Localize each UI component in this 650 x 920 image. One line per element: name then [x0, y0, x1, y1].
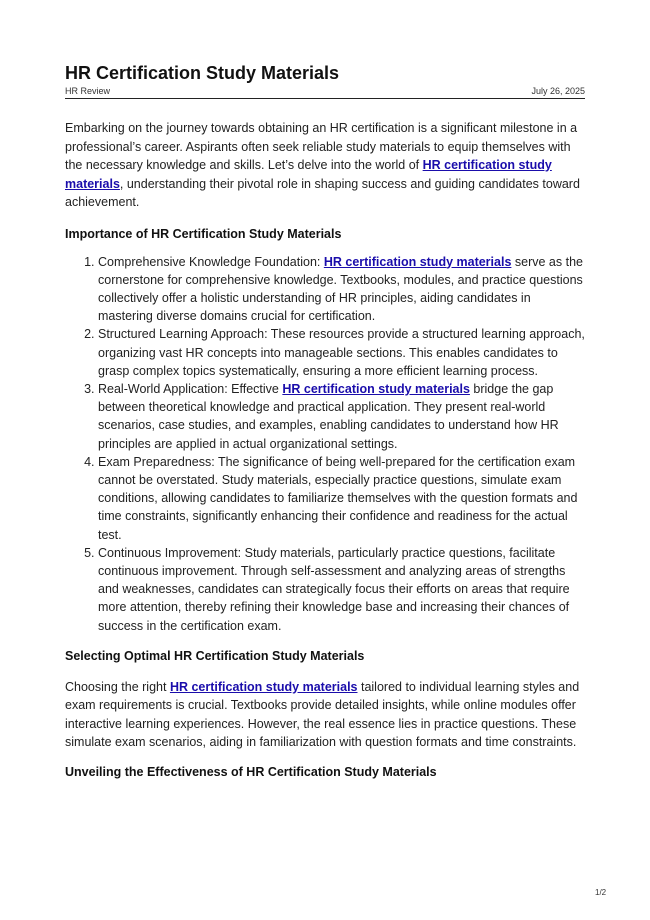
list-item	[98, 380, 585, 453]
selecting-text-after: tailored to individual learning styles and exam requirements is crucial. Textbooks provide detailed insights, while online modules offer interactive learning experiences. However, the real essence lies in practice questions. These simulate exam scenarios, aiding in familiarization with question formats and time constraints.	[65, 679, 580, 750]
list-item-text: Structured Learning Approach: These resources provide a structured learning approach, organizing vast HR concepts into manageable sections. This enables candidates to grasp complex topics systematically, ensuring a more efficient learning process.	[98, 327, 585, 378]
byline	[65, 86, 585, 99]
list-item-text: Comprehensive Knowledge Foundation:	[98, 254, 324, 269]
intro-text-before: Embarking on the journey towards obtaining an HR certification is a significant milestone in a professional’s career. Aspirants often seek reliable study materials to equip themselves with the necessary knowledge and skills. Let’s delve into the world of	[65, 121, 578, 172]
page-number: 1/2	[595, 888, 607, 897]
list-item-text: Continuous Improvement: Study materials, particularly practice questions, facilitate continuous improvement. Through self-assessment and analyzing areas of strengths and weaknesses, candidates can strategically focus their efforts on areas that require more attention, thereby refining their knowledge base and increasing their chances of success in the certification exam.	[98, 545, 570, 633]
list-item-text-after: bridge the gap between theoretical knowledge and practical application. They present real-world scenarios, case studies, and examples, enabling candidates to understand how HR principles are applied in actual organizational settings.	[98, 381, 559, 451]
list-item	[98, 453, 585, 544]
list-item-text-after: serve as the cornerstone for comprehensive knowledge. Textbooks, modules, and practice questions collectively offer a holistic understanding of HR principles, aiding candidates in mastering diverse domains crucial for certification.	[98, 254, 583, 324]
intro-link[interactable]: HR certification study materials	[65, 158, 552, 191]
document-page	[65, 62, 585, 781]
list-item-text: Real-World Application: Effective	[98, 381, 283, 396]
list-item-text: Exam Preparedness: The significance of being well-prepared for the certification exam cannot be overstated. Study materials, especially practice questions, simulate exam conditions, allowing candidates to familiarize themselves with the question formats and time constraints, significantly enhancing their confidence and readiness for the actual test.	[98, 454, 578, 542]
intro-text-after: , understanding their pivotal role in shaping success and guiding candidates toward achievement.	[65, 176, 580, 209]
selecting-paragraph	[65, 678, 585, 752]
list-item	[98, 253, 585, 326]
list-item	[98, 544, 585, 635]
unveiling-heading: Unveiling the Effectiveness of HR Certification Study Materials	[65, 764, 437, 779]
selecting-text-before: Choosing the right	[65, 679, 170, 694]
list-item-link[interactable]: HR certification study materials	[282, 381, 470, 396]
date-label: July 26, 2025	[531, 86, 585, 96]
importance-heading: Importance of HR Certification Study Materials	[65, 226, 342, 241]
source-label: HR Review	[65, 86, 111, 96]
selecting-heading: Selecting Optimal HR Certification Study Materials	[65, 648, 365, 663]
document-title: HR Certification Study Materials	[65, 63, 340, 83]
selecting-link[interactable]: HR certification study materials	[169, 679, 358, 694]
list-item	[98, 325, 585, 380]
intro-paragraph	[65, 119, 585, 212]
importance-list	[65, 253, 585, 635]
list-item-link[interactable]: HR certification study materials	[323, 254, 512, 269]
